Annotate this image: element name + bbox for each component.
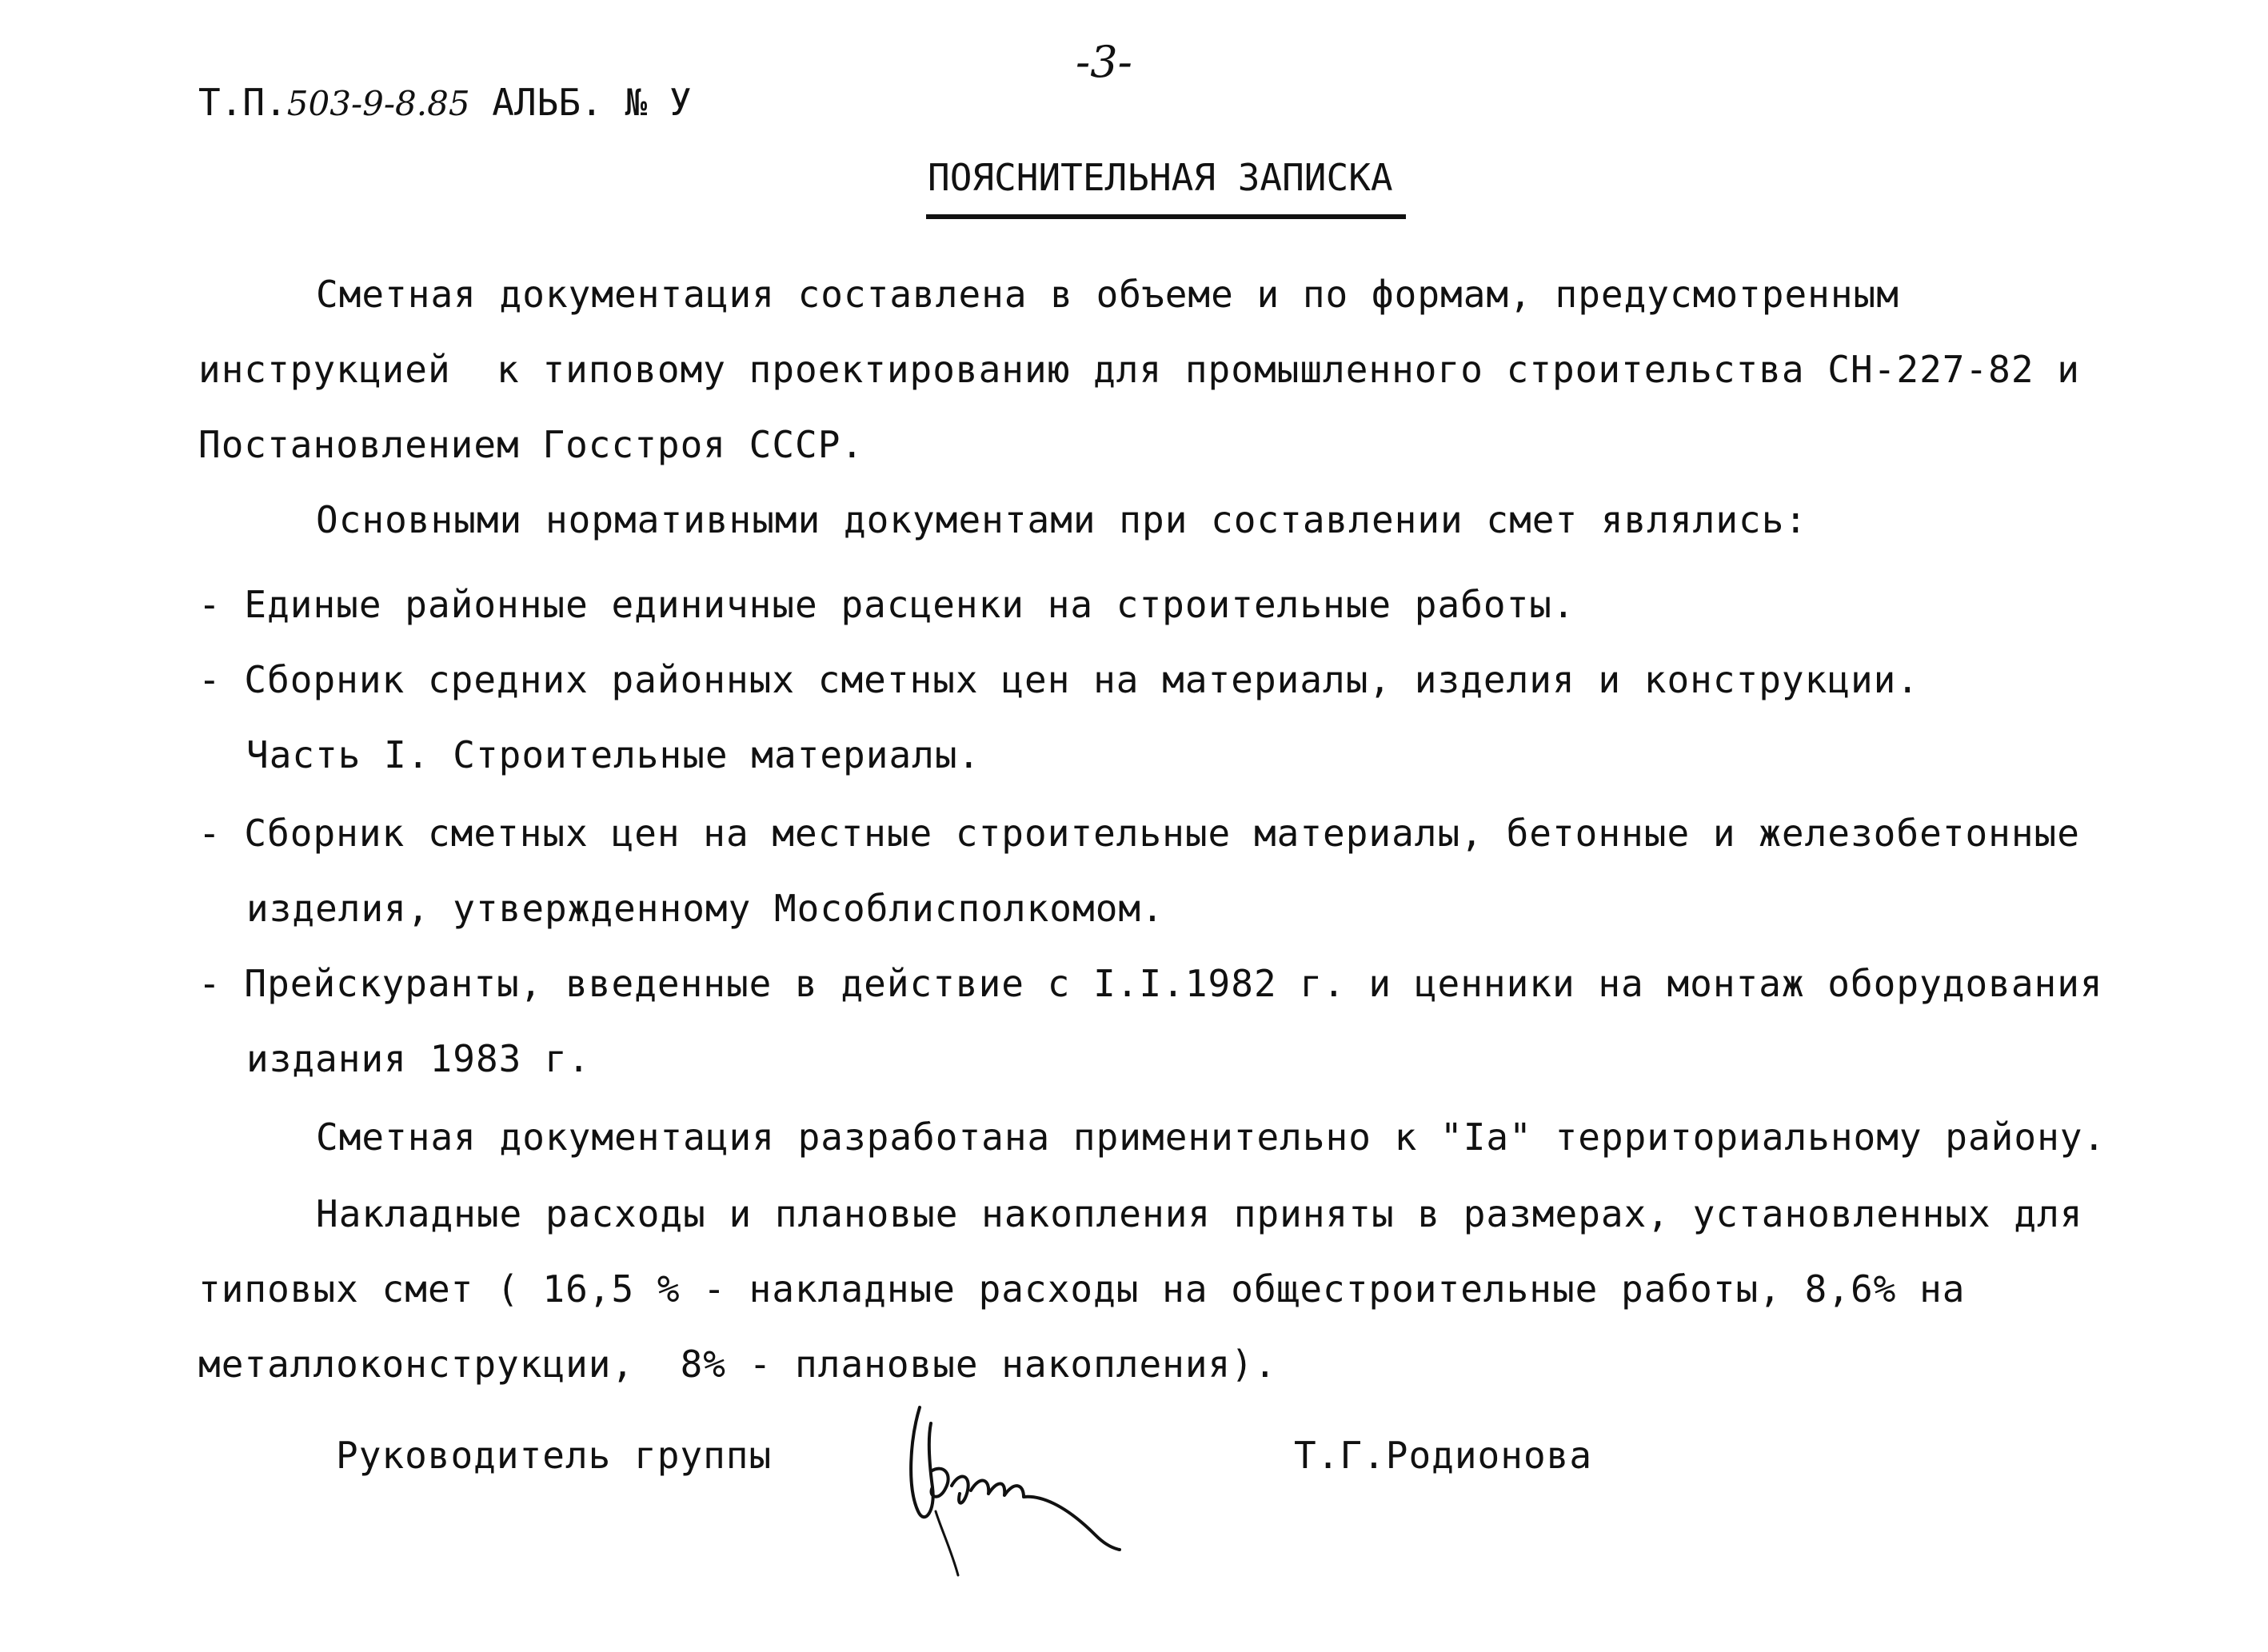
list-item-2: - Сборник средних районных сметных цен на материалы, изделия и конструкции.	[198, 658, 1920, 701]
paragraph-2: Основными нормативными документами при составлении смет являлись:	[316, 498, 1808, 541]
list-item-2-continued: Часть I. Строительные материалы.	[246, 733, 981, 776]
doc-code-album: АЛЬБ. № У	[492, 81, 692, 124]
document-code	[198, 78, 692, 128]
paragraph-3: Сметная документация разработана применительно к "Iа" территориальному району.	[316, 1115, 2106, 1159]
paragraph-1-line-1: Сметная документация составлена в объеме и по формам, предусмотренным	[316, 273, 1899, 316]
paragraph-1-line-3: Постановлением Госстроя СССР.	[198, 423, 864, 466]
paragraph-4-line-1: Накладные расходы и плановые накопления приняты в размерах, установленных для	[316, 1192, 2083, 1235]
document-title: ПОЯСНИТЕЛЬНАЯ ЗАПИСКА	[928, 156, 1393, 199]
list-item-4: - Прейскуранты, введенные в действие с I.I.1982 г. и ценники на монтаж оборудования	[198, 962, 2103, 1005]
doc-code-handwritten: 503-9-8.85	[286, 84, 470, 123]
paragraph-4-line-2: типовых смет ( 16,5 % - накладные расходы на общестроительные работы, 8,6% на	[198, 1267, 1966, 1311]
page-number: -3-	[1076, 37, 1132, 87]
list-item-4-continued: издания 1983 г.	[246, 1037, 591, 1080]
signoff-name: Т.Г.Родионова	[1294, 1434, 1593, 1477]
doc-code-prefix: Т.П.	[198, 81, 287, 124]
title-underline	[926, 214, 1406, 219]
handwritten-signature	[904, 1391, 1144, 1583]
signoff-role: Руководитель группы	[336, 1434, 773, 1477]
paragraph-1-line-2: инструкцией к типовому проектированию для промышленного строительства СН-227-82 и	[198, 348, 2080, 391]
paragraph-4-line-3: металлоконструкции, 8% - плановые накопления).	[198, 1343, 1277, 1386]
list-item-1: - Единые районные единичные расценки на строительные работы.	[198, 583, 1575, 626]
list-item-3: - Сборник сметных цен на местные строительные материалы, бетонные и железобетонные	[198, 812, 2080, 855]
list-item-3-continued: изделия, утвержденному Мособлисполкомом.	[246, 887, 1164, 930]
